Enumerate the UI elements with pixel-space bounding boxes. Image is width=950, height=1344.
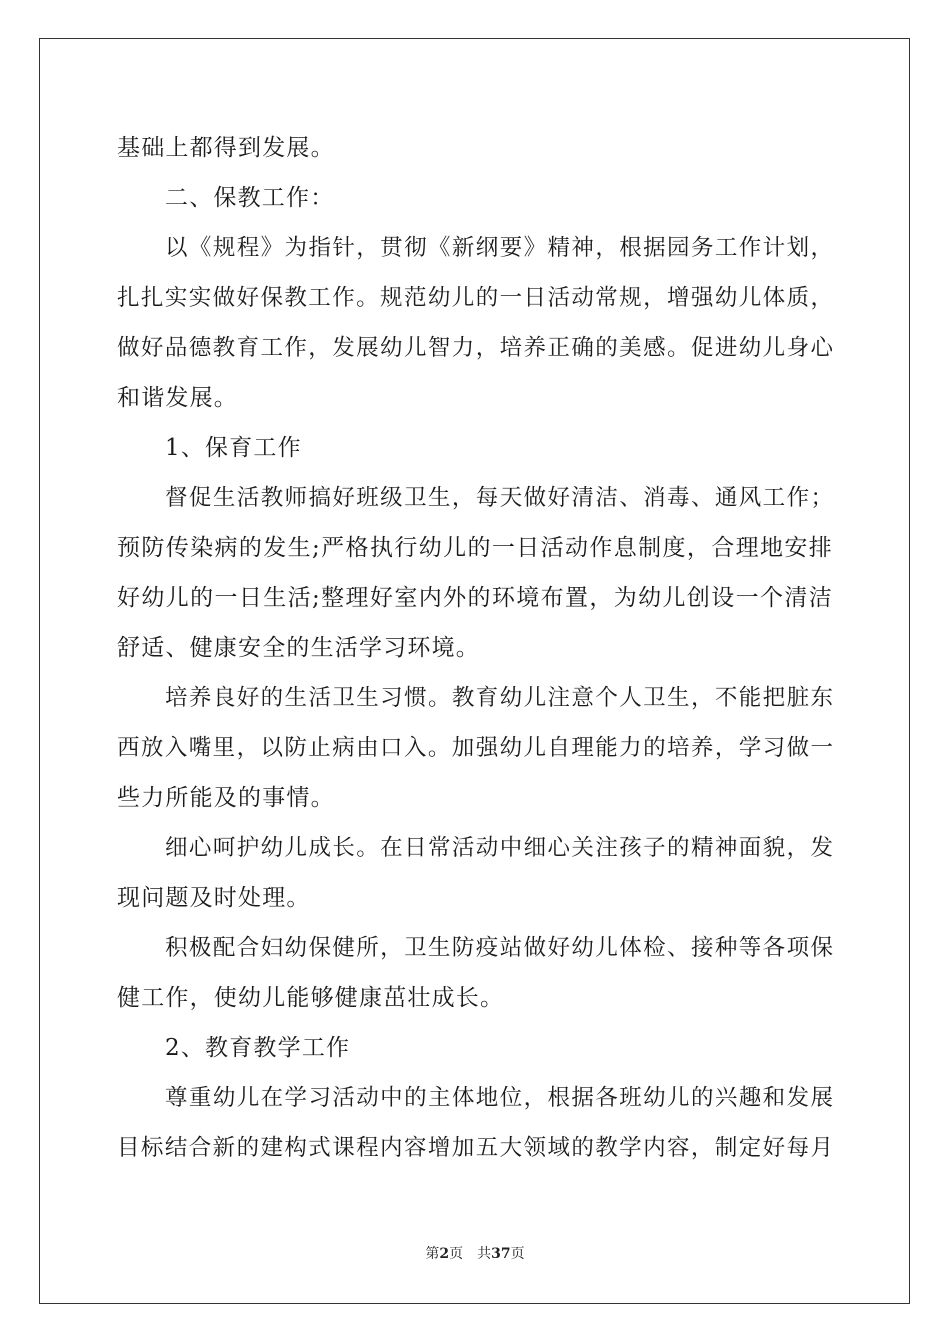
text-line: 积极配合妇幼保健所，卫生防疫站做好幼儿体检、接种等各项保 bbox=[165, 935, 833, 961]
document-body bbox=[117, 123, 833, 1173]
subsection-heading: 2、教育教学工作 bbox=[165, 1035, 351, 1061]
page-suffix: 页 bbox=[449, 1246, 464, 1262]
text-line: 做好品德教育工作，发展幼儿智力，培养正确的美感。促进幼儿身心 bbox=[117, 335, 833, 361]
text-line: 健工作，使幼儿能够健康茁壮成长。 bbox=[117, 985, 505, 1011]
page-number: 2 bbox=[439, 1246, 450, 1262]
section-heading: 二、保教工作： bbox=[165, 185, 335, 211]
text-line: 扎扎实实做好保教工作。规范幼儿的一日活动常规，增强幼儿体质， bbox=[117, 285, 833, 311]
total-prefix: 共 bbox=[477, 1246, 492, 1262]
text-line: 舒适、健康安全的生活学习环境。 bbox=[117, 635, 480, 661]
text-line: 和谐发展。 bbox=[117, 385, 238, 411]
text-line: 目标结合新的建构式课程内容增加五大领域的教学内容，制定好每月 bbox=[117, 1135, 833, 1161]
text-line: 预防传染病的发生;严格执行幼儿的一日活动作息制度，合理地安排 bbox=[117, 535, 833, 561]
text-line: 培养良好的生活卫生习惯。教育幼儿注意个人卫生，不能把脏东 bbox=[165, 685, 833, 711]
subsection-heading: 1、保育工作 bbox=[165, 435, 302, 461]
page-prefix: 第 bbox=[425, 1246, 440, 1262]
total-pages: 37 bbox=[491, 1246, 511, 1262]
text-line: 督促生活教师搞好班级卫生，每天做好清洁、消毒、通风工作； bbox=[165, 485, 833, 511]
text-line: 现问题及时处理。 bbox=[117, 885, 311, 911]
total-suffix: 页 bbox=[510, 1246, 525, 1262]
text-line: 以《规程》为指针，贯彻《新纲要》精神，根据园务工作计划， bbox=[165, 235, 833, 261]
text-line: 好幼儿的一日生活;整理好室内外的环境布置，为幼儿创设一个清洁 bbox=[117, 585, 833, 611]
text-line: 基础上都得到发展。 bbox=[117, 135, 335, 161]
page-footer bbox=[0, 1243, 950, 1263]
text-line: 细心呵护幼儿成长。在日常活动中细心关注孩子的精神面貌，发 bbox=[165, 835, 833, 861]
text-line: 些力所能及的事情。 bbox=[117, 785, 335, 811]
text-line: 尊重幼儿在学习活动中的主体地位，根据各班幼儿的兴趣和发展 bbox=[165, 1085, 833, 1111]
text-line: 西放入嘴里，以防止病由口入。加强幼儿自理能力的培养，学习做一 bbox=[117, 735, 833, 761]
